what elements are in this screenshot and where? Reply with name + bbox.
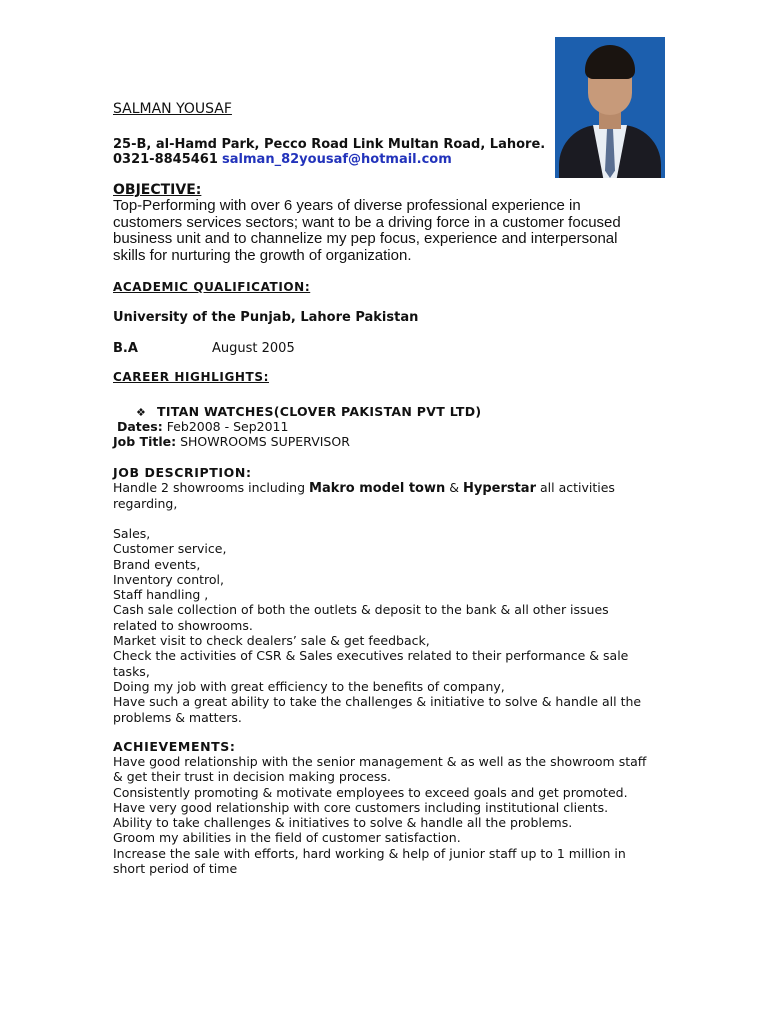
jobtitle-line — [113, 434, 350, 449]
dates-label: Dates: — [117, 419, 163, 434]
dates-value: Feb2008 - Sep2011 — [166, 419, 289, 434]
list-item: Have good relationship with the senior management & as well as the showroom staff — [113, 754, 647, 769]
email-link[interactable]: salman_82yousaf@hotmail.com — [222, 152, 452, 167]
objective-heading: OBJECTIVE: — [113, 182, 202, 198]
objective-text — [113, 198, 621, 264]
list-item: problems & matters. — [113, 709, 242, 725]
candidate-name: SALMAN YOUSAF — [113, 101, 232, 117]
job-intro-line: regarding, — [113, 496, 178, 512]
degree: B.A — [113, 341, 138, 356]
address: 25-B, al-Hamd Park, Pecco Road Link Multan Road, Lahore. — [113, 137, 546, 152]
list-item: Market visit to check dealers’ sale & get feedback, — [113, 633, 430, 649]
intro-amp: & — [449, 480, 459, 495]
list-item: Inventory control, — [113, 571, 224, 587]
university: University of the Punjab, Lahore Pakistan — [113, 310, 419, 325]
list-item: Consistently promoting & motivate employees to exceed goals and get promoted. — [113, 784, 628, 800]
list-item: Sales, — [113, 526, 151, 541]
degree-date: August 2005 — [212, 341, 295, 356]
list-item: short period of time — [113, 861, 238, 877]
degree-row — [113, 341, 295, 356]
list-item: Brand events, — [113, 556, 201, 572]
list-item: Staff handling , — [113, 587, 209, 603]
achievements-list — [113, 754, 646, 876]
academic-heading: ACADEMIC QUALIFICATION: — [113, 280, 311, 294]
list-item: Increase the sale with efforts, hard working & help of junior staff up to 1 million in — [113, 845, 626, 861]
list-item: & get their trust in decision making process. — [113, 769, 391, 785]
achievements-heading: ACHIEVEMENTS: — [113, 739, 236, 754]
job-duties-list — [113, 526, 641, 725]
objective-line: customers services sectors; want to be a driving force in a customer focused — [113, 213, 621, 231]
list-item: Doing my job with great efficiency to the benefits of company, — [113, 678, 505, 694]
intro-store-1: Makro model town — [309, 481, 446, 496]
job-intro — [113, 480, 615, 512]
jobtitle-label: Job Title: — [113, 434, 177, 449]
list-item: tasks, — [113, 663, 150, 679]
career-heading: CAREER HIGHLIGHTS: — [113, 370, 269, 384]
list-item: Ability to take challenges & initiatives to solve & handle all the problems. — [113, 815, 573, 831]
intro-text: Handle 2 showrooms including — [113, 480, 306, 495]
list-item: Check the activities of CSR & Sales executives related to their performance & sale — [113, 648, 629, 664]
list-item: Groom my abilities in the field of customer satisfaction. — [113, 830, 461, 846]
profile-photo — [555, 37, 665, 178]
job-intro-line — [113, 480, 615, 496]
job-description-heading: JOB DESCRIPTION: — [113, 465, 252, 480]
list-item: Cash sale collection of both the outlets & deposit to the bank & all other issues — [113, 602, 609, 618]
contact-line — [113, 152, 452, 167]
list-item: related to showrooms. — [113, 617, 253, 633]
diamond-bullet-icon: ❖ — [136, 406, 147, 419]
jobtitle-value: SHOWROOMS SUPERVISOR — [180, 434, 350, 449]
intro-store-2: Hyperstar — [462, 481, 536, 496]
list-item: Have such a great ability to take the challenges & initiative to solve & handle all the — [113, 694, 642, 710]
dates-line — [117, 419, 288, 434]
list-item: Customer service, — [113, 541, 227, 557]
objective-line: business unit and to channelize my pep focus, experience and interpersonal — [113, 230, 618, 247]
intro-text-end: all activities — [539, 480, 615, 495]
company-line — [136, 404, 481, 419]
phone-number: 0321-8845461 — [113, 152, 218, 167]
objective-line: Top-Performing with over 6 years of diverse professional experience in — [113, 197, 581, 214]
company-name: TITAN WATCHES(CLOVER PAKISTAN PVT LTD) — [157, 404, 482, 419]
list-item: Have very good relationship with core customers including institutional clients. — [113, 799, 609, 815]
objective-line: skills for nurturing the growth of organization. — [113, 246, 412, 264]
